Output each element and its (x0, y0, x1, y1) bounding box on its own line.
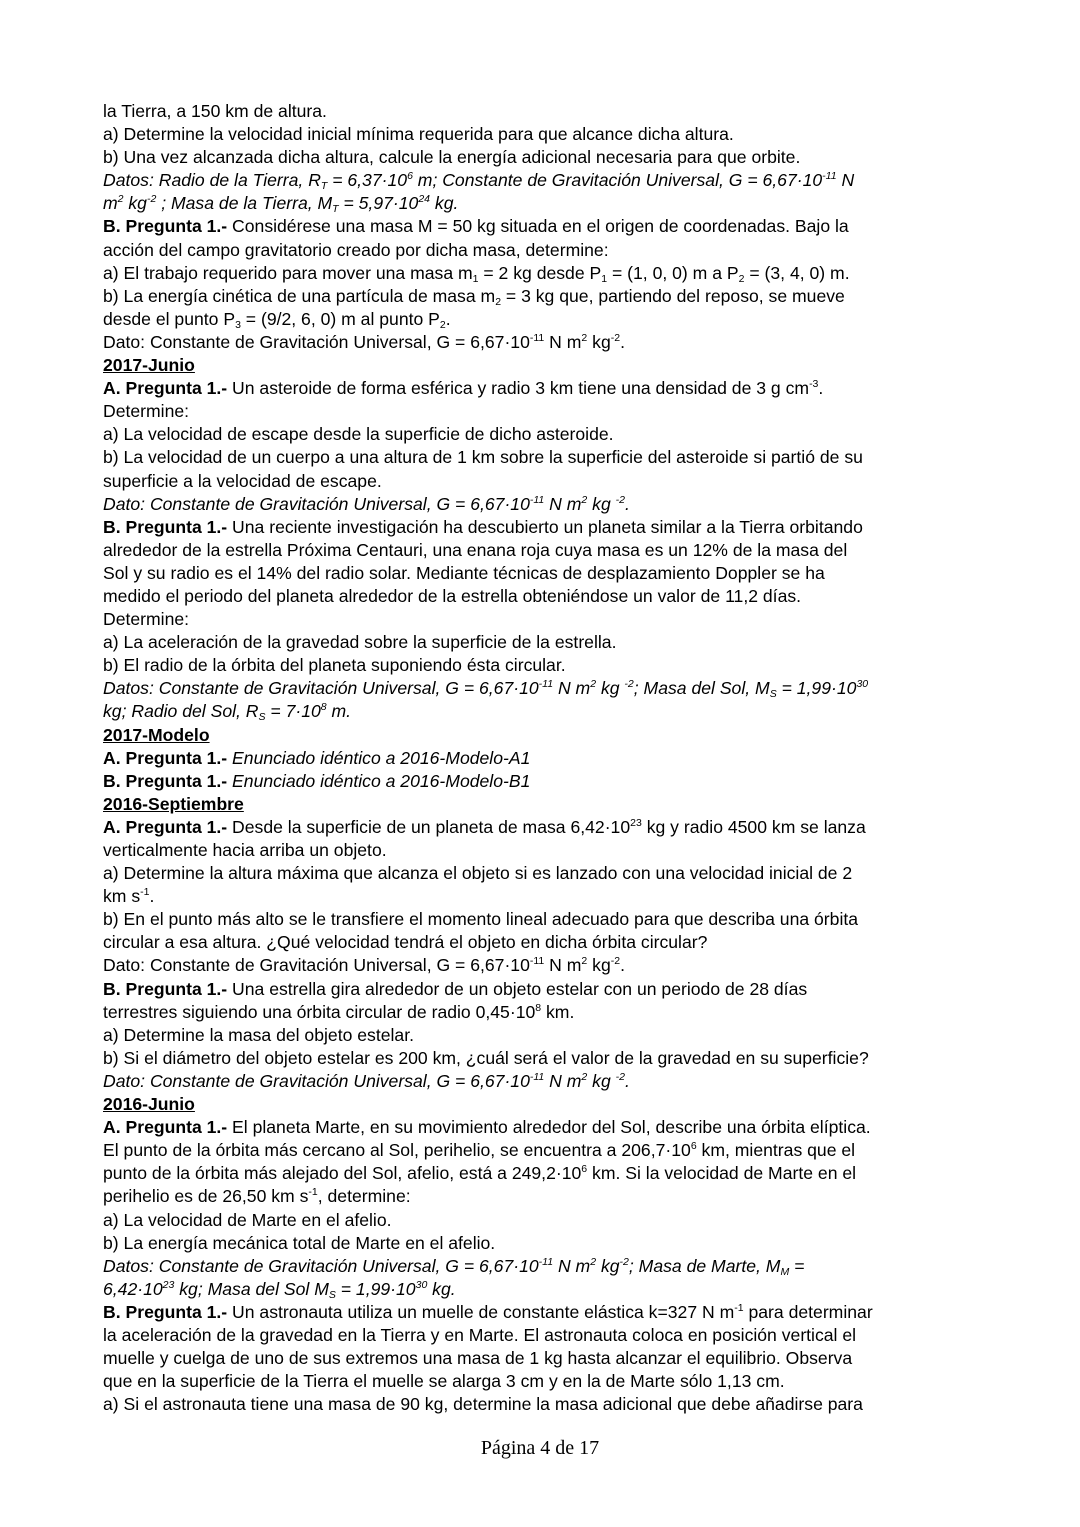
text-run: m; Constante de Gravitación Universal, G = 6,67·10 (412, 170, 823, 191)
text-run: kg (596, 1255, 620, 1276)
text-line (103, 146, 983, 169)
superscript: 6 (690, 1140, 697, 1153)
text-line (103, 562, 983, 585)
superscript: -11 (529, 493, 545, 506)
text-run: . (445, 308, 451, 329)
text-run: El planeta Marte, en su movimiento alrededor del Sol, describe una órbita elíptica. (227, 1117, 871, 1138)
text-run: a) La velocidad de escape desde la superficie de dicho asteroide. (103, 424, 614, 445)
text-run: = 2 kg desde P (478, 262, 602, 283)
text-run: = 5,97·10 (338, 193, 419, 214)
text-run: terrestres siguiendo una órbita circular de radio 0,45·10 (103, 1001, 536, 1022)
italic-text: Enunciado idéntico a 2016-Modelo-A1 (232, 747, 531, 768)
text-line (103, 631, 983, 654)
superscript: -11 (529, 955, 545, 968)
text-run: desde el punto P (103, 308, 236, 329)
text-run: 2016-Septiembre (103, 793, 244, 814)
text-run: la aceleración de la gravedad en la Tierra y en Marte. El astronauta coloca en posición vertical el (103, 1324, 857, 1345)
question-line (103, 978, 983, 1001)
text-line (103, 192, 983, 215)
text-run: , determine: (317, 1186, 411, 1207)
text-run: m. (326, 701, 352, 722)
text-run: = 3 kg que, partiendo del reposo, se mueve (501, 285, 845, 306)
text-run: kg y radio 4500 km se lanza (641, 816, 866, 837)
text-run: N m (544, 955, 582, 976)
text-run: verticalmente hacia arriba un objeto. (103, 840, 387, 860)
text-run: a) Determine la altura máxima que alcanza el objeto si es lanzado con una velocidad inicial de 2 (103, 863, 853, 884)
text-line (103, 1255, 983, 1278)
text-run: km. Si la velocidad de Marte en el (587, 1163, 857, 1184)
text-run: a) Determine la velocidad inicial mínima requerida para que alcance dicha altura. (103, 124, 734, 145)
question-line (103, 215, 983, 238)
text-line (103, 308, 983, 331)
text-line (103, 654, 983, 677)
superscript: -1 (308, 1186, 318, 1199)
text-run: a) El trabajo requerido para mover una masa m (103, 262, 473, 283)
superscript: 24 (418, 193, 431, 206)
text-run: Sol y su radio es el 14% del radio solar. Mediante técnicas de desplazamiento Doppler se ha (103, 562, 825, 583)
subscript: T (320, 180, 328, 193)
text-line (103, 1024, 983, 1047)
text-run: Dato: Constante de Gravitación Universal, G = 6,67·10 (103, 955, 530, 976)
subscript: 1 (601, 272, 608, 285)
question-line (103, 377, 983, 400)
text-run: kg (123, 193, 147, 214)
text-run: b) Si el diámetro del objeto estelar es 200 km, ¿cuál será el valor de la gravedad en su superficie? (103, 1047, 869, 1068)
text-run: . (149, 886, 155, 907)
text-run: = (9/2, 6, 0) m al punto P (240, 308, 440, 329)
superscript: -2 (619, 1255, 629, 1268)
superscript: 30 (415, 1278, 428, 1291)
superscript: 8 (535, 1001, 542, 1014)
text-run: kg (587, 493, 616, 514)
superscript: -11 (529, 331, 545, 344)
question-label: B. Pregunta 1.- (103, 1301, 228, 1322)
text-line (103, 954, 983, 977)
superscript: 2 (590, 678, 597, 691)
italic-text: Enunciado idéntico a 2016-Modelo-B1 (232, 770, 531, 791)
text-run: = 7·10 (265, 701, 321, 722)
subscript: 1 (472, 272, 479, 285)
text-line (103, 839, 983, 862)
superscript: 2 (117, 193, 124, 206)
superscript: -2 (615, 1070, 625, 1083)
text-run: Un asteroide de forma esférica y radio 3 km tiene una densidad de 3 g cm (227, 378, 810, 399)
text-run: acción del campo gravitatorio creado por dicha masa, determine: (103, 239, 609, 260)
text-run: 2017-Modelo (103, 724, 210, 745)
text-run: b) Una vez alcanzada dicha altura, calcule la energía adicional necesaria para que orbite. (103, 147, 801, 168)
text-run: Dato: Constante de Gravitación Universal, G = 6,67·10 (103, 493, 530, 514)
text-run: N m (544, 331, 582, 352)
text-line (103, 446, 983, 469)
text-line (103, 1370, 983, 1393)
text-line (103, 285, 983, 308)
text-line (103, 908, 983, 931)
text-run: = (789, 1255, 805, 1276)
text-line (103, 262, 983, 285)
subscript: 3 (235, 318, 241, 331)
superscript: 8 (320, 701, 327, 714)
superscript: -3 (809, 378, 819, 391)
text-run: ; Masa del Sol, M (633, 678, 770, 699)
question-line (103, 1116, 983, 1139)
question-line (103, 770, 983, 793)
text-run: kg (596, 678, 625, 699)
text-line (103, 539, 983, 562)
text-line (103, 1001, 983, 1024)
superscript: 30 (856, 678, 869, 691)
text-run: b) La velocidad de un cuerpo a una altura de 1 km sobre la superficie del asteroide si partió de su (103, 447, 863, 468)
text-run: a) Determine la masa del objeto estelar. (103, 1024, 414, 1045)
text-run: Desde la superficie de un planeta de masa 6,42·10 (227, 816, 631, 837)
text-run: superficie a la velocidad de escape. (103, 470, 382, 491)
text-line (103, 1232, 983, 1255)
text-line (103, 123, 983, 146)
text-run: perihelio es de 26,50 km s (103, 1186, 309, 1207)
subscript: 2 (495, 295, 502, 308)
text-run: kg (587, 955, 611, 976)
subscript: T (332, 203, 339, 216)
superscript: 2 (581, 1070, 588, 1083)
text-line (103, 169, 983, 192)
text-run: = 1,99·10 (335, 1278, 416, 1299)
text-run: kg. (427, 1278, 456, 1299)
text-run: kg. (430, 193, 459, 214)
text-run: b) La energía cinética de una partícula de masa m (103, 285, 496, 306)
text-run: 2016-Junio (103, 1094, 195, 1115)
superscript: -2 (610, 955, 621, 968)
text-run: 6,42·10 (103, 1278, 163, 1299)
question-line (103, 1301, 983, 1324)
superscript: -1 (734, 1301, 744, 1314)
text-line (103, 470, 983, 493)
text-line (103, 1139, 983, 1162)
text-run: = (3, 4, 0) m. (744, 262, 850, 283)
superscript: 6 (581, 1163, 588, 1176)
question-line (103, 816, 983, 839)
superscript: -11 (538, 678, 554, 691)
text-run: circular a esa altura. ¿Qué velocidad tendrá el objeto en dicha órbita circular? (103, 932, 708, 953)
text-line (103, 1393, 983, 1416)
text-run: Determine: (103, 609, 190, 630)
superscript: -2 (615, 493, 625, 506)
text-run: N m (553, 678, 591, 699)
text-line (103, 1047, 983, 1070)
text-line (103, 862, 983, 885)
text-line (103, 585, 983, 608)
text-line (103, 1278, 983, 1301)
text-line (103, 493, 983, 516)
superscript: 2 (590, 1255, 597, 1268)
superscript: 23 (162, 1278, 175, 1291)
superscript: -2 (146, 193, 157, 206)
text-run: muelle y cuelga de uno de sus extremos una masa de 1 kg hasta alcanzar el equilibrio. Observa (103, 1348, 853, 1369)
text-run: Datos: Radio de la Tierra, R (103, 170, 321, 191)
superscript: -11 (529, 1070, 545, 1083)
text-line (103, 1209, 983, 1232)
subscript: M (780, 1265, 790, 1278)
superscript: -11 (538, 1255, 554, 1268)
text-run: km. (541, 1001, 575, 1022)
text-run: = (1, 0, 0) m a P (607, 262, 739, 283)
question-label: B. Pregunta 1.- (103, 516, 228, 537)
text-run: N m (553, 1255, 591, 1276)
text-run: El punto de la órbita más cercano al Sol, perihelio, se encuentra a 206,7·10 (103, 1140, 691, 1161)
text-line (103, 608, 983, 631)
question-label: A. Pregunta 1.- (103, 747, 228, 768)
text-run: Dato: Constante de Gravitación Universal, G = 6,67·10 (103, 331, 530, 352)
text-run: = 6,37·10 (327, 170, 408, 191)
text-line (103, 400, 983, 423)
text-run: kg; Masa del Sol M (174, 1278, 329, 1299)
text-run: Dato: Constante de Gravitación Universal, G = 6,67·10 (103, 1070, 530, 1091)
text-line (103, 1347, 983, 1370)
text-run: kg (587, 331, 611, 352)
text-run: ; Masa de la Tierra, M (156, 193, 333, 214)
subscript: 2 (439, 318, 446, 331)
text-run: Un astronauta utiliza un muelle de constante elástica k=327 N m (227, 1301, 735, 1322)
text-run: . (624, 1070, 630, 1091)
superscript: -2 (624, 678, 634, 691)
superscript: 2 (581, 493, 588, 506)
question-label: A. Pregunta 1.- (103, 378, 228, 399)
section-heading (103, 354, 983, 377)
text-run: km, mientras que el (696, 1140, 856, 1161)
text-run: b) La energía mecánica total de Marte en el afelio. (103, 1232, 496, 1253)
text-run: para determinar (743, 1301, 873, 1322)
text-run: punto de la órbita más alejado del Sol, afelio, está a 249,2·10 (103, 1163, 582, 1184)
text-line (103, 885, 983, 908)
question-line (103, 747, 983, 770)
subscript: S (328, 1288, 336, 1301)
question-label: B. Pregunta 1.- (103, 216, 228, 237)
text-run: que en la superficie de la Tierra el muelle se alarga 3 cm y en la de Marte sólo 1,13 cm. (103, 1371, 785, 1392)
subscript: S (258, 711, 266, 724)
text-line (103, 1185, 983, 1208)
text-run: b) El radio de la órbita del planeta suponiendo ésta circular. (103, 655, 566, 676)
text-run: ; Masa de Marte, M (628, 1255, 781, 1276)
text-run: . (620, 331, 625, 352)
question-label: B. Pregunta 1.- (103, 770, 228, 791)
text-run: . (620, 955, 625, 976)
text-line (103, 239, 983, 262)
text-line (103, 423, 983, 446)
question-label: A. Pregunta 1.- (103, 1117, 228, 1138)
text-run: b) En el punto más alto se le transfiere el momento lineal adecuado para que describa una órbita (103, 909, 859, 930)
text-run: a) La velocidad de Marte en el afelio. (103, 1209, 392, 1230)
text-run: Datos: Constante de Gravitación Universal, G = 6,67·10 (103, 1255, 539, 1276)
section-heading (103, 793, 983, 816)
text-line (103, 931, 983, 954)
text-run: a) Si el astronauta tiene una masa de 90 kg, determine la masa adicional que debe añadirse para (103, 1394, 863, 1415)
text-line (103, 1162, 983, 1185)
text-run: . (624, 493, 630, 514)
superscript: 2 (581, 955, 588, 968)
text-line (103, 700, 983, 723)
text-run: Considérese una masa M = 50 kg situada en el origen de coordenadas. Bajo la (227, 216, 849, 237)
text-line (103, 677, 983, 700)
subscript: S (769, 688, 777, 701)
superscript: 23 (630, 816, 642, 829)
superscript: 6 (407, 170, 413, 183)
section-heading (103, 1093, 983, 1116)
text-run: N m (544, 493, 582, 514)
text-line (103, 331, 983, 354)
question-label: A. Pregunta 1.- (103, 816, 228, 837)
text-run: = 1,99·10 (776, 678, 857, 699)
text-run: kg (587, 1070, 616, 1091)
text-run: 2017-Junio (103, 355, 195, 376)
subscript: 2 (738, 272, 745, 285)
text-run: Determine: (103, 401, 190, 422)
text-run: N (836, 170, 855, 191)
text-run: Una reciente investigación ha descubierto un planeta similar a la Tierra orbitando (227, 516, 863, 537)
text-run: la Tierra, a 150 km de altura. (103, 101, 327, 121)
section-heading (103, 724, 983, 747)
text-run: N m (544, 1070, 582, 1091)
document-body (103, 100, 983, 1416)
text-run: m (103, 193, 118, 214)
superscript: -11 (822, 170, 837, 183)
text-run: a) La aceleración de la gravedad sobre la superficie de la estrella. (103, 632, 617, 653)
superscript: 2 (581, 331, 588, 344)
question-line (103, 516, 983, 539)
text-run: Datos: Constante de Gravitación Universal, G = 6,67·10 (103, 678, 539, 699)
question-label: B. Pregunta 1.- (103, 978, 228, 999)
text-line (103, 100, 983, 123)
text-run: alrededor de la estrella Próxima Centauri, una enana roja cuya masa es un 12% de la masa del (103, 539, 848, 560)
text-line (103, 1070, 983, 1093)
text-run: km s (103, 886, 141, 907)
page-footer: Página 4 de 17 (480, 1437, 600, 1459)
text-run: . (818, 378, 824, 399)
superscript: -1 (140, 886, 150, 899)
text-run: kg; Radio del Sol, R (103, 701, 259, 722)
text-run: medido el periodo del planeta alrededor de la estrella obteniéndose un valor de 11,2 días. (103, 585, 802, 606)
superscript: -2 (610, 331, 621, 344)
text-run: Una estrella gira alrededor de un objeto estelar con un periodo de 28 días (227, 978, 808, 999)
text-line (103, 1324, 983, 1347)
